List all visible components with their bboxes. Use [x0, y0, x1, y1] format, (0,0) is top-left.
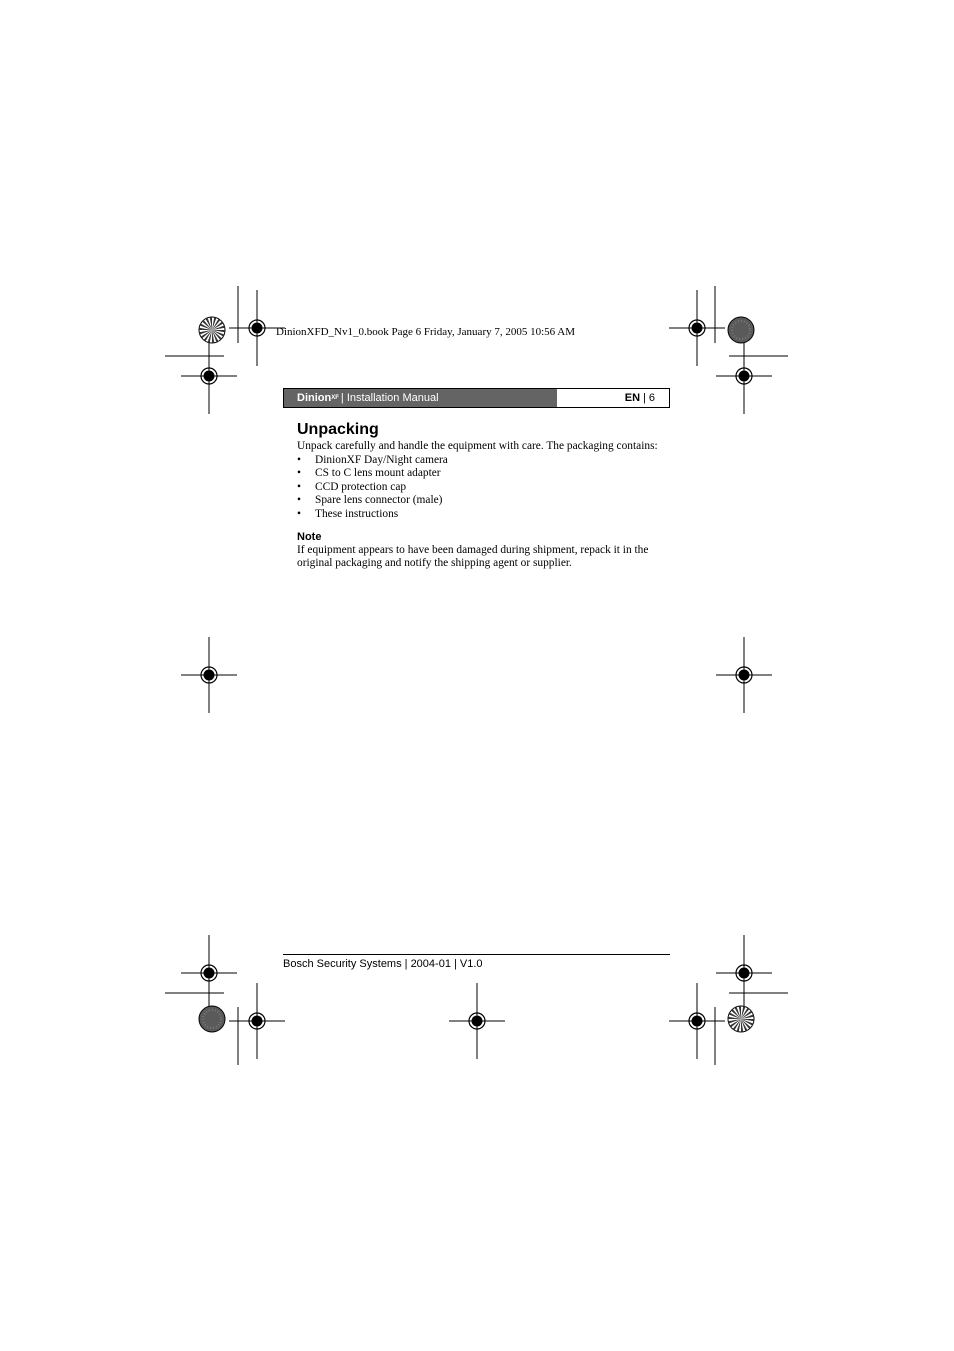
star-target-icon	[728, 1006, 754, 1032]
list-item: • Spare lens connector (male)	[297, 494, 443, 507]
list-item: • These instructions	[297, 507, 399, 520]
print-slug-line: DinionXFD_Nv1_0.book Page 6 Friday, January 7, 2005 10:56 AM	[276, 326, 576, 338]
registration-mark-icon	[716, 637, 772, 713]
main-content	[297, 420, 667, 571]
header-separator: |	[340, 392, 344, 404]
list-item: • CCD protection cap	[297, 480, 407, 493]
note-text: If equipment appears to have been damaged during shipment, repack it in the original packaging and notify the shipping agent or supplier.	[297, 543, 649, 570]
page-separator: |	[643, 392, 646, 404]
running-header	[283, 388, 670, 408]
intro-paragraph: Unpack carefully and handle the equipment with care. The packaging contains:	[297, 440, 658, 452]
registration-mark-icon	[181, 935, 237, 1011]
footer-rule	[283, 954, 670, 955]
registration-mark-icon	[181, 637, 237, 713]
footer-text: Bosch Security Systems | 2004-01 | V1.0	[283, 958, 483, 970]
section-title: Unpacking	[297, 421, 379, 438]
header-product-block	[284, 389, 557, 407]
product-name: Dinion	[297, 392, 332, 404]
star-target-icon	[199, 317, 225, 343]
registration-mark-icon	[229, 983, 285, 1059]
registration-mark-icon	[669, 983, 725, 1059]
bullet-icon: •	[297, 480, 301, 493]
registration-mark-icon	[449, 983, 505, 1059]
list-item: • DinionXF Day/Night camera	[297, 453, 448, 466]
page-number: 6	[648, 392, 655, 404]
list-item: • CS to C lens mount adapter	[297, 467, 441, 480]
header-page-block	[557, 389, 669, 407]
language-code: EN	[624, 392, 641, 404]
registration-mark-icon	[181, 338, 237, 414]
bullet-icon: •	[297, 494, 301, 507]
bullet-icon: •	[297, 507, 301, 520]
note-heading: Note	[297, 530, 322, 543]
gray-dot-target-icon	[199, 1006, 225, 1032]
registration-mark-icon	[669, 290, 725, 366]
registration-mark-icon	[716, 338, 772, 414]
registration-mark-icon	[716, 935, 772, 1011]
package-contents-list	[297, 454, 667, 522]
bullet-icon: •	[297, 467, 301, 480]
gray-dot-target-icon	[728, 317, 754, 343]
bullet-icon: •	[297, 453, 301, 466]
product-superscript: XF	[331, 395, 339, 401]
manual-title: Installation Manual	[346, 392, 439, 404]
